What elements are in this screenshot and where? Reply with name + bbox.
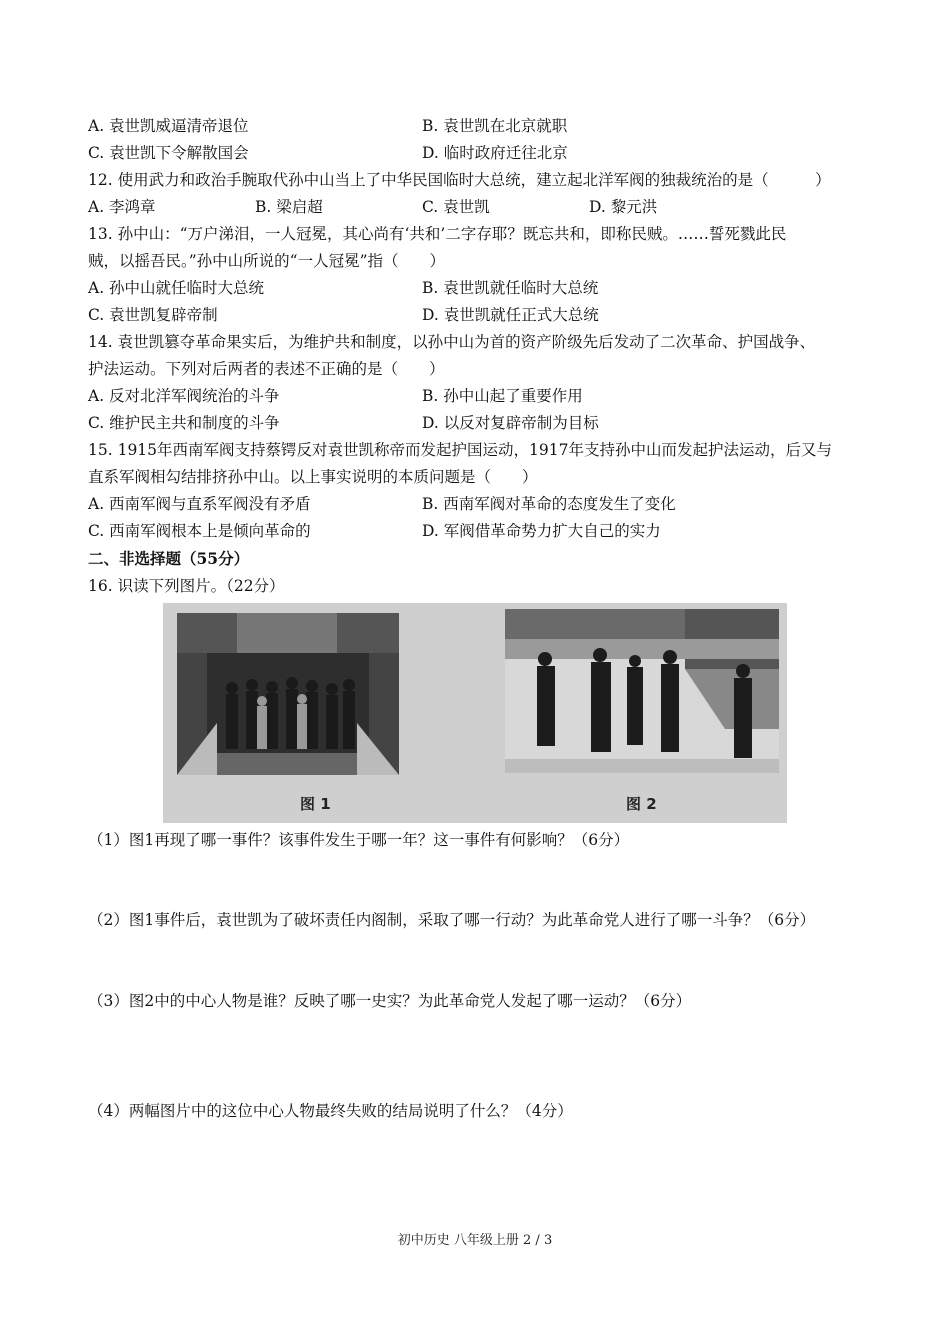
q14-stem-line1: 14. 袁世凯篡夺革命果实后，为维护共和制度，以孙中山为首的资产阶级先后发动了二次革命、护国战争、	[88, 333, 816, 351]
section2-title: 二、非选择题（55分）	[88, 549, 250, 568]
q13-option-c: C. 袁世凯复辟帝制	[88, 306, 218, 324]
q15-option-b: B. 西南军阀对革命的态度发生了变化	[422, 495, 676, 513]
q15-option-c: C. 西南军阀根本上是倾向革命的	[88, 522, 311, 540]
q12-option-b: B. 梁启超	[255, 198, 323, 216]
q15-stem-line1: 15. 1915年西南军阀支持蔡锷反对袁世凯称帝而发起护国运动，1917年支持孙中山而发起护法运动，后又与	[88, 441, 832, 459]
q15-stem-line2: 直系军阀相勾结排挤孙中山。以上事实说明的本质问题是（ ）	[88, 468, 538, 486]
q14-option-a: A. 反对北洋军阀统治的斗争	[88, 387, 280, 405]
figure2-photo	[505, 609, 779, 773]
q12-option-a: A. 李鸿章	[88, 198, 156, 216]
q14-option-c: C. 维护民主共和制度的斗争	[88, 414, 280, 432]
q13-option-a: A. 孙中山就任临时大总统	[88, 279, 265, 297]
q14-stem-line2: 护法运动。下列对后两者的表述不正确的是（ ）	[88, 360, 445, 378]
q13-stem-line1: 13. 孙中山：“万户涕泪，一人冠冕，其心尚有‘共和’二字存耶？既忘共和，即称民贼。……誓死戮此民	[88, 225, 787, 243]
figure1-caption: 图 1	[300, 795, 331, 813]
figure1-photo	[177, 613, 399, 775]
q11-option-b: B. 袁世凯在北京就职	[422, 117, 568, 135]
figure2-image	[505, 609, 779, 773]
q14-option-b: B. 孙中山起了重要作用	[422, 387, 583, 405]
figure1-image	[177, 613, 399, 775]
q16-sub3: （3）图2中的中心人物是谁？反映了哪一史实？为此革命党人发起了哪一运动？（6分）	[88, 992, 692, 1010]
q12-option-d: D. 黎元洪	[589, 198, 658, 216]
page-footer: 初中历史 八年级上册 2 / 3	[397, 1233, 553, 1248]
q15-option-a: A. 西南军阀与直系军阀没有矛盾	[88, 495, 311, 513]
q13-option-d: D. 袁世凯就任正式大总统	[422, 306, 599, 324]
q14-option-d: D. 以反对复辟帝制为目标	[422, 414, 599, 432]
q11-option-a: A. 袁世凯威逼清帝退位	[88, 117, 249, 135]
q16-sub1: （1）图1再现了哪一事件？该事件发生于哪一年？这一事件有何影响？（6分）	[88, 831, 630, 849]
q13-stem-line2: 贼，以摇吾民。”孙中山所说的“一人冠冕”指（ ）	[88, 252, 446, 270]
q16-figures	[163, 603, 787, 823]
q11-option-d: D. 临时政府迁往北京	[422, 144, 568, 162]
q16-stem: 16. 识读下列图片。（22分）	[88, 577, 285, 595]
q12-stem: 12. 使用武力和政治手腕取代孙中山当上了中华民国临时大总统，建立起北洋军阀的独裁统治的是（ ）	[88, 171, 831, 189]
q11-option-c: C. 袁世凯下令解散国会	[88, 144, 249, 162]
figure2-caption: 图 2	[626, 795, 657, 813]
q12-option-c: C. 袁世凯	[422, 198, 490, 216]
q16-sub2: （2）图1事件后，袁世凯为了破坏责任内阁制，采取了哪一行动？为此革命党人进行了哪一斗争？（6分）	[88, 911, 816, 929]
q16-sub4: （4）两幅图片中的这位中心人物最终失败的结局说明了什么？（4分）	[88, 1102, 573, 1120]
q15-option-d: D. 军阀借革命势力扩大自己的实力	[422, 522, 661, 540]
q13-option-b: B. 袁世凯就任临时大总统	[422, 279, 599, 297]
